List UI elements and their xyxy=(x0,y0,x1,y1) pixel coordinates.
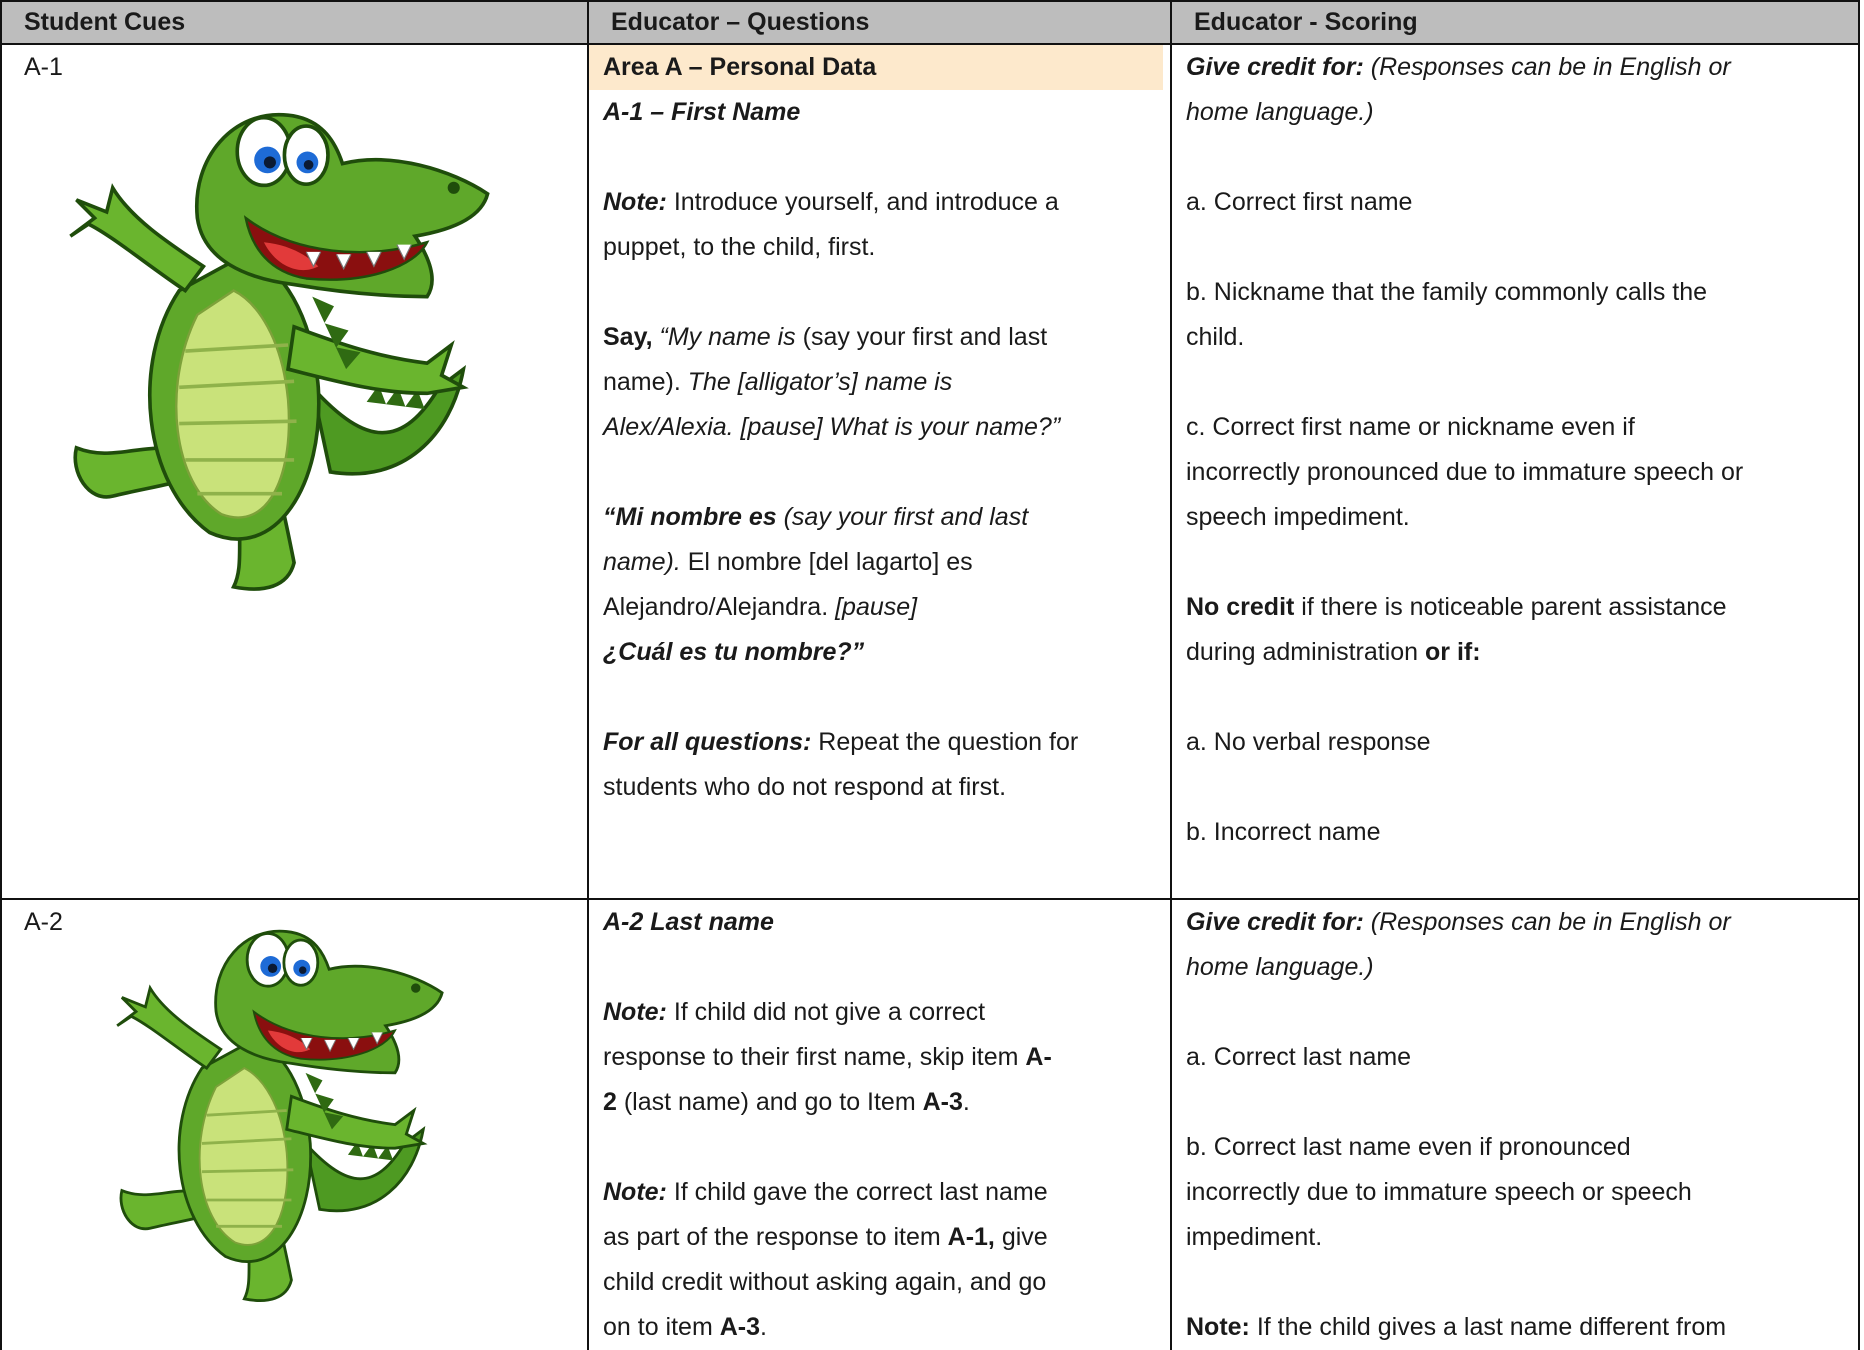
educator-scoring-cell: Give credit for: (Responses can be in English or home language.) a. Correct last name b. Correct last name even if pronounced incorrectly due to immature speech or speech impediment. Note: If the child gives a last name different from xyxy=(1171,899,1859,1350)
alligator-cartoon-icon xyxy=(62,85,502,605)
question-title: A-1 – First Name xyxy=(603,98,801,126)
area-title: Area A – Personal Data xyxy=(589,45,1163,90)
header-student-cues: Student Cues xyxy=(1,1,588,44)
note-label: Note: xyxy=(603,188,667,216)
student-cue-cell xyxy=(1,899,588,1350)
table-header-row xyxy=(1,1,1859,44)
student-cue-cell xyxy=(1,44,588,899)
cue-label: A-2 xyxy=(24,908,63,936)
give-credit-label: Give credit for: xyxy=(1186,53,1364,81)
educator-question-cell: A-2 Last name Note: If child did not give a correct response to their first name, skip item A- 2 (last name) and go to Item A-3. Note: If child gave the correct last name as part of the response to item A-1, give child credit without asking again, and go on to item A-3. xyxy=(588,899,1171,1350)
table-row xyxy=(1,899,1859,1350)
alligator-cartoon-icon xyxy=(107,908,457,1313)
educator-question-cell: Area A – Personal Data A-1 – First Name Note: Introduce yourself, and introduce a puppet, to the child, first. Say, “My name is (say your first and last name). The [alligator’s] name is Alex/Alexia. [pause] What is your name?” “Mi nombre es (say your first and last name). El nombre [del lagarto] es Alejandro/Alejandra. [pause] ¿Cuál es tu nombre?” For all questions: Repeat the question for students who do not respond at first. xyxy=(588,44,1171,899)
educator-scoring-cell: Give credit for: (Responses can be in English or home language.) a. Correct first name b. Nickname that the family commonly calls the child. c. Correct first name or nickname even if incorrectly pronounced due to immature speech or speech impediment. No credit if there is noticeable parent assistance during administration or if: a. No verbal response b. Incorrect name xyxy=(1171,44,1859,899)
header-educator-questions: Educator – Questions xyxy=(588,1,1171,44)
table-row xyxy=(1,44,1859,899)
give-credit-label: Give credit for: xyxy=(1186,908,1364,936)
no-credit-label: No credit xyxy=(1186,593,1295,621)
cue-label: A-1 xyxy=(24,53,63,81)
question-title: A-2 Last name xyxy=(603,908,774,936)
header-educator-scoring: Educator - Scoring xyxy=(1171,1,1859,44)
